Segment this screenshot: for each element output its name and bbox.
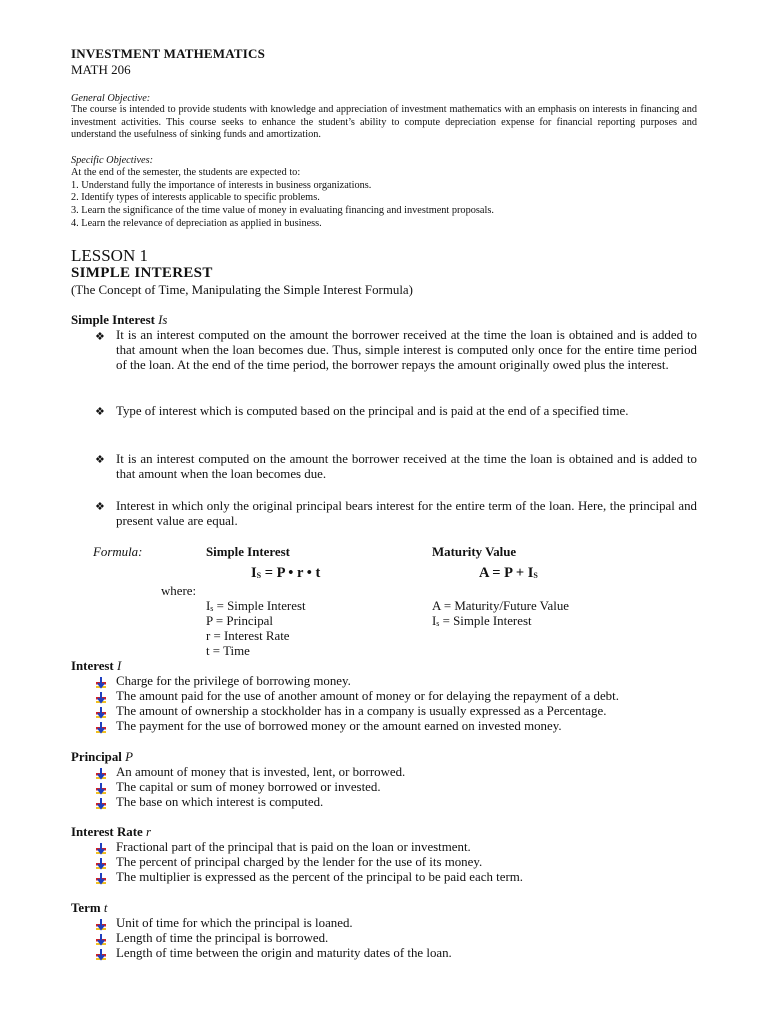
formula-part: = P • r • t — [261, 565, 321, 581]
section-list-item: Length of time the principal is borrowed. — [116, 931, 329, 946]
arrow-bullet-icon — [95, 676, 107, 688]
specific-objective-item: 2. Identify types of interests applicable to specific problems. — [71, 192, 320, 203]
simple-interest-formula — [251, 565, 320, 582]
formula-part: I — [251, 565, 257, 581]
section-list-item: Charge for the privilege of borrowing money. — [116, 674, 351, 688]
simple-interest-label: Simple Interest — [71, 313, 155, 327]
diamond-bullet-icon: ❖ — [95, 331, 105, 343]
maturity-value-heading: Maturity Value — [432, 545, 517, 559]
lesson-subtitle: (The Concept of Time, Manipulating the Simple Interest Formula) — [71, 283, 413, 297]
arrow-bullet-icon — [95, 691, 107, 703]
course-title: INVESTMENT MATHEMATICS — [71, 46, 266, 61]
where-label: where: — [161, 584, 197, 598]
section-heading — [71, 825, 151, 840]
formula-definition: t = Time — [206, 644, 250, 658]
section-heading — [71, 659, 121, 674]
section-list-item: Fractional part of the principal that is paid on the loan or investment. — [116, 840, 471, 854]
definition-text: I — [432, 614, 437, 628]
formula-definition — [432, 614, 532, 631]
section-list-item: The amount of ownership a stockholder has in a company is usually expressed as a Percentage. — [116, 704, 607, 719]
simple-interest-bullet: It is an interest computed on the amount the borrower received at the time the loan is obtained and is added to that amount when the loan becomes due. Thus, simple interest is computed only once for the entire time period of the loan. At the end of the time period, the borrower repays the amount originally owed plus the interest. — [116, 328, 697, 372]
diamond-bullet-icon: ❖ — [95, 454, 105, 466]
section-heading-label: Principal — [71, 750, 122, 764]
formula-part: A = P + I — [479, 565, 534, 581]
arrow-bullet-icon — [95, 933, 107, 945]
section-list-item: The payment for the use of borrowed money or the amount earned on invested money. — [116, 719, 562, 734]
arrow-bullet-icon — [95, 948, 107, 960]
lesson-title: SIMPLE INTEREST — [71, 265, 213, 281]
section-list-item: Unit of time for which the principal is loaned. — [116, 916, 353, 930]
diamond-bullet-icon: ❖ — [95, 501, 105, 513]
section-list-item: The base on which interest is computed. — [116, 795, 324, 810]
specific-objectives-intro: At the end of the semester, the students are expected to: — [71, 167, 301, 178]
lesson-number: LESSON 1 — [71, 246, 148, 265]
diamond-bullet-icon: ❖ — [95, 406, 105, 418]
specific-objective-item: 1. Understand fully the importance of interests in business organizations. — [71, 180, 372, 191]
section-list-item: The percent of principal charged by the lender for the use of its money. — [116, 855, 483, 870]
arrow-bullet-icon — [95, 721, 107, 733]
definition-subscript: s — [210, 604, 214, 613]
formula-definition: A = Maturity/Future Value — [432, 599, 569, 613]
section-heading — [71, 750, 133, 765]
simple-interest-bullet: It is an interest computed on the amount the borrower received at the time the loan is obtained and is added to that amount when the loan becomes due. — [116, 452, 697, 481]
section-heading-symbol: P — [125, 750, 133, 764]
simple-interest-heading — [71, 313, 167, 328]
specific-objective-item: 3. Learn the significance of the time value of money in evaluating financing and investment proposals. — [71, 205, 494, 216]
section-list-item: An amount of money that is invested, lent, or borrowed. — [116, 765, 406, 779]
section-heading-symbol: t — [103, 901, 108, 915]
simple-interest-formula-heading: Simple Interest — [206, 545, 290, 559]
specific-objectives-heading: Specific Objectives: — [71, 155, 154, 166]
arrow-bullet-icon — [95, 918, 107, 930]
definition-subscript: s — [436, 619, 440, 628]
section-heading-label: Interest — [71, 659, 114, 673]
maturity-value-formula — [479, 565, 538, 582]
formula-subscript: S — [256, 571, 262, 580]
definition-text: = Simple Interest — [213, 599, 306, 613]
arrow-bullet-icon — [95, 782, 107, 794]
simple-interest-bullet: Type of interest which is computed based on the principal and is paid at the end of a specified time. — [116, 404, 629, 418]
general-objective-heading: General Objective: — [71, 93, 151, 104]
section-list-item: The capital or sum of money borrowed or invested. — [116, 780, 381, 795]
formula-definition: P = Principal — [206, 614, 273, 628]
arrow-bullet-icon — [95, 857, 107, 869]
section-list-item: The multiplier is expressed as the percent of the principal to be paid each term. — [116, 870, 523, 885]
specific-objective-item: 4. Learn the relevance of depreciation as applied in business. — [71, 218, 322, 229]
definition-text: I — [206, 599, 211, 613]
section-heading-symbol: r — [145, 825, 151, 839]
arrow-bullet-icon — [95, 767, 107, 779]
general-objective-text: The course is intended to provide students with knowledge and appreciation of investment mathematics with an emphasis on interests in financing and investment activities. This course seeks to enhance the student’s ability to compute depreciation expense for financial reporting purposes and understand the usefulness of sinking funds and amortization. — [71, 104, 697, 141]
section-list-item: Length of time between the origin and maturity dates of the loan. — [116, 946, 452, 961]
course-code: MATH 206 — [71, 62, 131, 77]
arrow-bullet-icon — [95, 797, 107, 809]
section-heading-symbol: I — [116, 659, 122, 673]
formula-label: Formula: — [93, 545, 143, 559]
formula-definition: r = Interest Rate — [206, 629, 290, 643]
arrow-bullet-icon — [95, 872, 107, 884]
arrow-bullet-icon — [95, 706, 107, 718]
definition-text: = Simple Interest — [439, 614, 532, 628]
section-list-item: The amount paid for the use of another amount of money or for delaying the repayment of a debt. — [116, 689, 619, 704]
simple-interest-bullet: Interest in which only the original principal bears interest for the entire term of the loan. Here, the principal and present value are equal. — [116, 499, 697, 528]
section-heading-label: Interest Rate — [71, 825, 143, 839]
section-heading — [71, 901, 107, 916]
section-heading-label: Term — [71, 901, 101, 915]
formula-subscript: S — [533, 571, 538, 580]
simple-interest-symbol: Is — [158, 313, 168, 327]
arrow-bullet-icon — [95, 842, 107, 854]
